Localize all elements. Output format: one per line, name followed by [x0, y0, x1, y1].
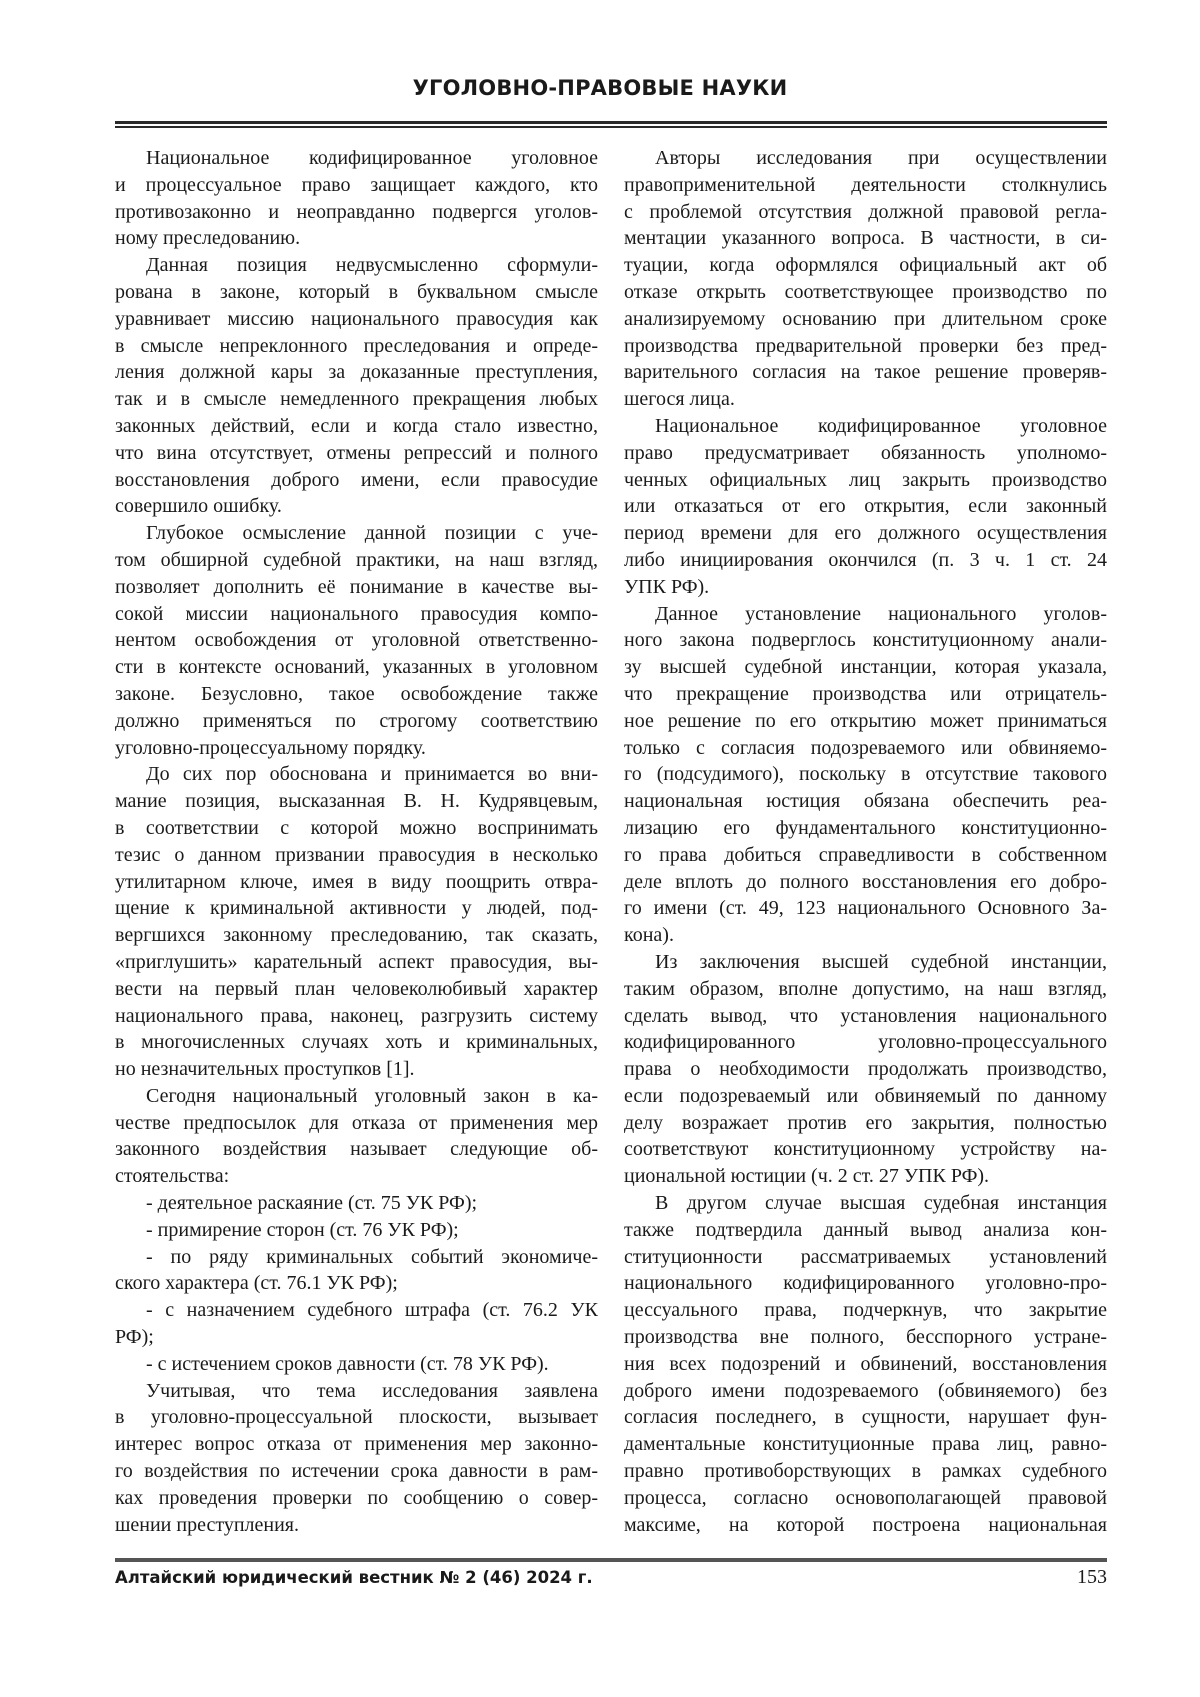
text-line: ституционности рассматриваемых установлений: [624, 1244, 1107, 1271]
text-line: Учитывая, что тема исследования заявлена: [115, 1378, 598, 1405]
text-line: должно применяться по строгому соответствию: [115, 708, 598, 735]
text-line: В другом случае высшая судебная инстанция: [624, 1190, 1107, 1217]
text-line: утилитарном ключе, имея в виду поощрить отвра-: [115, 869, 598, 896]
text-line: - с истечением сроков давности (ст. 78 УК РФ).: [115, 1351, 598, 1378]
text-line: в многочисленных случаях хоть и криминальных,: [115, 1029, 598, 1056]
text-line: том обширной судебной практики, на наш взгляд,: [115, 547, 598, 574]
text-line: правно противоборствующих в рамках судебного: [624, 1458, 1107, 1485]
right-column: [624, 145, 1107, 1538]
text-line: Глубокое осмысление данной позиции с уче-: [115, 520, 598, 547]
paragraph: [115, 1244, 598, 1298]
text-line: что прекращение производства или отрицатель-: [624, 681, 1107, 708]
paragraph: [115, 1297, 598, 1351]
text-line: ного закона подверглось конституционному анали-: [624, 627, 1107, 654]
text-line: - примирение сторон (ст. 76 УК РФ);: [115, 1217, 598, 1244]
text-line: туации, когда оформлялся официальный акт об: [624, 252, 1107, 279]
text-line: ках проведения проверки по сообщению о совер-: [115, 1485, 598, 1512]
text-line: делу возражает против его закрытия, полностью: [624, 1110, 1107, 1137]
text-line: период времени для его должного осуществления: [624, 520, 1107, 547]
text-line: производства предварительной проверки без пред-: [624, 333, 1107, 360]
header-rule: [115, 121, 1107, 124]
text-line: в смысле непреклонного преследования и опреде-: [115, 333, 598, 360]
text-line: Национальное кодифицированное уголовное: [115, 145, 598, 172]
paragraph: [115, 252, 598, 520]
text-line: восстановления доброго имени, если правосудие: [115, 467, 598, 494]
text-line: вергшихся законному преследованию, так сказать,: [115, 922, 598, 949]
paragraph: [624, 413, 1107, 601]
text-line: кодифицированного уголовно-процессуального: [624, 1029, 1107, 1056]
paragraph: [115, 145, 598, 252]
text-line: законе. Безусловно, такое освобождение также: [115, 681, 598, 708]
text-line: стоятельства:: [115, 1163, 598, 1190]
text-line: ния всех подозрений и обвинений, восстановления: [624, 1351, 1107, 1378]
paragraph: [115, 1378, 598, 1539]
text-line: деле вплоть до полного восстановления его добро-: [624, 869, 1107, 896]
text-line: или отказаться от его открытия, если законный: [624, 493, 1107, 520]
text-line: сделать вывод, что установления национального: [624, 1003, 1107, 1030]
text-line: национального кодифицированного уголовно-про-: [624, 1270, 1107, 1297]
text-line: УПК РФ).: [624, 574, 1107, 601]
paragraph: [624, 1190, 1107, 1538]
text-line: Авторы исследования при осуществлении: [624, 145, 1107, 172]
text-line: шении преступления.: [115, 1512, 598, 1539]
text-line: права о необходимости продолжать производство,: [624, 1056, 1107, 1083]
text-line: го (подсудимого), поскольку в отсутствие такового: [624, 761, 1107, 788]
text-line: право предусматривает обязанность уполномо-: [624, 440, 1107, 467]
journal-title: Алтайский юридический вестник № 2 (46) 2024 г.: [115, 1568, 593, 1587]
text-line: рована в законе, который в буквальном смысле: [115, 279, 598, 306]
text-line: сокой миссии национального правосудия компо-: [115, 601, 598, 628]
text-line: Данная позиция недвусмысленно сформули-: [115, 252, 598, 279]
text-line: ментации указанного вопроса. В частности, в си-: [624, 225, 1107, 252]
text-line: доброго имени подозреваемого (обвиняемого) без: [624, 1378, 1107, 1405]
text-line: производства вне полного, бесспорного устране-: [624, 1324, 1107, 1351]
text-line: ному преследованию.: [115, 225, 598, 252]
paragraph: [115, 1351, 598, 1378]
text-line: До сих пор обоснована и принимается во вни-: [115, 761, 598, 788]
text-line: анализируемому основанию при длительном сроке: [624, 306, 1107, 333]
text-line: максиме, на которой построена национальная: [624, 1512, 1107, 1539]
text-line: «приглушить» карательный аспект правосудия, вы-: [115, 949, 598, 976]
text-line: таким образом, вполне допустимо, на наш взгляд,: [624, 976, 1107, 1003]
text-line: законного воздействия называет следующие об-: [115, 1136, 598, 1163]
text-line: ления должной кары за доказанные преступления,: [115, 359, 598, 386]
text-line: уголовно-процессуальному порядку.: [115, 735, 598, 762]
text-line: что вина отсутствует, отмены репрессий и полного: [115, 440, 598, 467]
text-line: го воздействия по истечении срока давности в рам-: [115, 1458, 598, 1485]
text-line: нентом освобождения от уголовной ответственно-: [115, 627, 598, 654]
text-line: - по ряду криминальных событий экономиче-: [115, 1244, 598, 1271]
text-line: в соответствии с которой можно воспринимать: [115, 815, 598, 842]
text-line: го права добиться справедливости в собственном: [624, 842, 1107, 869]
header-rule-thin: [115, 126, 1107, 128]
text-line: щение к криминальной активности у людей, под-: [115, 895, 598, 922]
text-line: процесса, согласно основополагающей правовой: [624, 1485, 1107, 1512]
text-line: позволяет дополнить её понимание в качестве вы-: [115, 574, 598, 601]
text-line: с проблемой отсутствия должной правовой регла-: [624, 199, 1107, 226]
paragraph: [115, 761, 598, 1083]
text-line: противозаконно и неоправданно подвергся уголов-: [115, 199, 598, 226]
text-line: - с назначением судебного штрафа (ст. 76.2 УК: [115, 1297, 598, 1324]
text-line: совершило ошибку.: [115, 493, 598, 520]
text-line: ное решение по его открытию может приниматься: [624, 708, 1107, 735]
left-column: [115, 145, 598, 1538]
page-number: 153: [1077, 1566, 1107, 1589]
text-line: цессуального права, подчеркнув, что закрытие: [624, 1297, 1107, 1324]
text-line: шегося лица.: [624, 386, 1107, 413]
text-line: либо инициирования окончился (п. 3 ч. 1 ст. 24: [624, 547, 1107, 574]
text-line: зу высшей судебной инстанции, которая указала,: [624, 654, 1107, 681]
text-line: в уголовно-процессуальной плоскости, вызывает: [115, 1404, 598, 1431]
paragraph: [624, 949, 1107, 1190]
text-line: - деятельное раскаяние (ст. 75 УК РФ);: [115, 1190, 598, 1217]
text-line: тезис о данном призвании правосудия в несколько: [115, 842, 598, 869]
text-line: соответствуют конституционному устройству на-: [624, 1136, 1107, 1163]
text-line: честве предпосылок для отказа от применения мер: [115, 1110, 598, 1137]
text-line: Национальное кодифицированное уголовное: [624, 413, 1107, 440]
text-line: национальная юстиция обязана обеспечить реа-: [624, 788, 1107, 815]
footer-rule: [115, 1558, 1107, 1562]
text-line: ского характера (ст. 76.1 УК РФ);: [115, 1270, 598, 1297]
paragraph: [624, 601, 1107, 949]
text-line: Из заключения высшей судебной инстанции,: [624, 949, 1107, 976]
text-line: РФ);: [115, 1324, 598, 1351]
text-line: так и в смысле немедленного прекращения любых: [115, 386, 598, 413]
text-line: правоприменительной деятельности столкнулись: [624, 172, 1107, 199]
text-line: согласия последнего, в сущности, нарушает фун-: [624, 1404, 1107, 1431]
text-line: го имени (ст. 49, 123 национального Основного За-: [624, 895, 1107, 922]
text-line: также подтвердила данный вывод анализа кон-: [624, 1217, 1107, 1244]
text-line: вести на первый план человеколюбивый характер: [115, 976, 598, 1003]
paragraph: [115, 1083, 598, 1190]
text-line: интерес вопрос отказа от применения мер законно-: [115, 1431, 598, 1458]
text-line: даментальные конституционные права лиц, равно-: [624, 1431, 1107, 1458]
text-line: если подозреваемый или обвиняемый по данному: [624, 1083, 1107, 1110]
text-line: только с согласия подозреваемого или обвиняемо-: [624, 735, 1107, 762]
text-line: отказе открыть соответствующее производство по: [624, 279, 1107, 306]
text-line: Данное установление национального уголов-: [624, 601, 1107, 628]
text-line: ченных официальных лиц закрыть производство: [624, 467, 1107, 494]
paragraph: [115, 1217, 598, 1244]
text-line: законных действий, если и когда стало известно,: [115, 413, 598, 440]
text-line: и процессуальное право защищает каждого, кто: [115, 172, 598, 199]
text-line: национального права, наконец, разгрузить систему: [115, 1003, 598, 1030]
text-line: Сегодня национальный уголовный закон в ка-: [115, 1083, 598, 1110]
section-title: УГОЛОВНО-ПРАВОВЫЕ НАУКИ: [0, 76, 1200, 100]
text-line: кона).: [624, 922, 1107, 949]
paragraph: [624, 145, 1107, 413]
text-line: сти в контексте оснований, указанных в уголовном: [115, 654, 598, 681]
paragraph: [115, 520, 598, 761]
text-line: варительного согласия на такое решение проверяв-: [624, 359, 1107, 386]
text-line: уравнивает миссию национального правосудия как: [115, 306, 598, 333]
paragraph: [115, 1190, 598, 1217]
text-line: но незначительных проступков [1].: [115, 1056, 598, 1083]
text-line: циональной юстиции (ч. 2 ст. 27 УПК РФ).: [624, 1163, 1107, 1190]
text-line: лизацию его фундаментального конституционно-: [624, 815, 1107, 842]
text-line: мание позиция, высказанная В. Н. Кудрявцевым,: [115, 788, 598, 815]
